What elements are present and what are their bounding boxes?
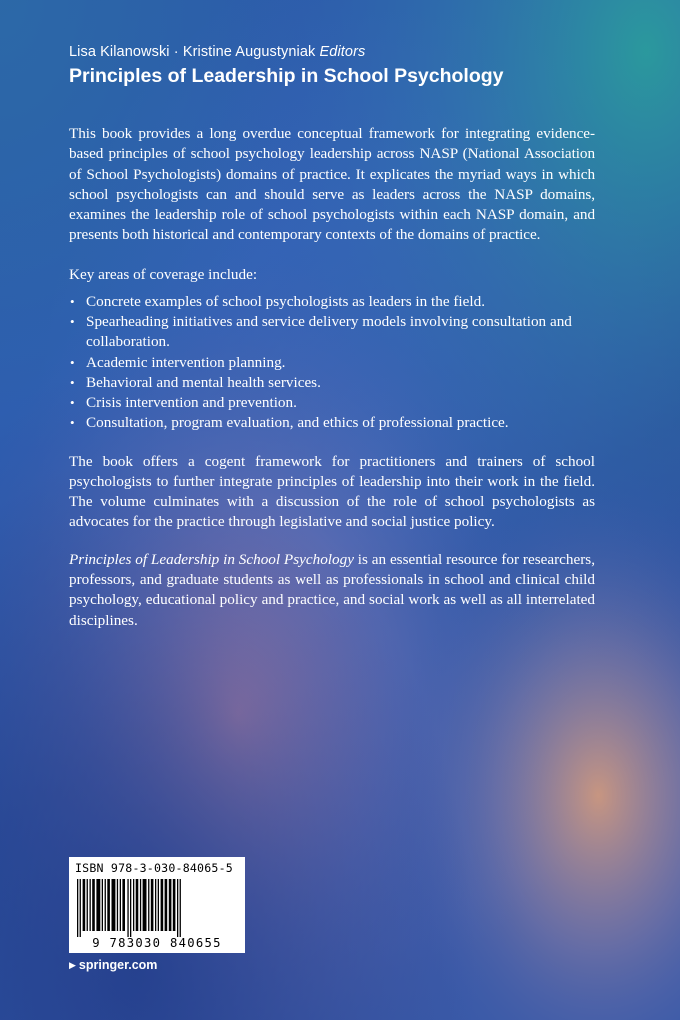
book-title: Principles of Leadership in School Psychology — [69, 65, 504, 87]
editors-line — [69, 43, 504, 61]
cover-header — [69, 43, 504, 88]
audience-paragraph — [69, 550, 595, 631]
bullet-icon: • — [70, 294, 75, 310]
key-areas-heading: Key areas of coverage include: — [69, 265, 258, 283]
key-areas-list — [69, 292, 595, 433]
bullet-icon: • — [70, 415, 75, 431]
isbn-barcode — [69, 857, 245, 953]
bullet-icon: • — [70, 395, 75, 411]
audience-text: is an essential resource for researchers, professors, and graduate students as well as professionals in school and clinical child psychology, educational policy and practice, and social work as well as all interrelated disciplines. — [69, 550, 595, 629]
triangle-right-icon: ▶ — [69, 959, 76, 970]
framework-paragraph: The book offers a cogent framework for practitioners and trainers of school psychologists to further integrate principles of leadership into their work in the field. The volume culminates with a discussion of the role of school psychologists as advocates for the practice through legislative and social justice policy. — [69, 452, 595, 531]
list-item: • Academic intervention planning. — [69, 353, 595, 373]
isbn-label: ISBN 978-3-030-84065-5 — [75, 861, 233, 875]
publisher-link[interactable] — [69, 958, 157, 972]
list-item: • Spearheading initiatives and service delivery models involving consultation and collaboration. — [70, 313, 572, 351]
bullet-icon: • — [70, 354, 75, 370]
publisher-url: springer.com — [78, 958, 158, 972]
barcode-digits: 9 783030 840655 — [92, 936, 222, 950]
barcode-bars — [75, 879, 239, 937]
blurb — [69, 124, 595, 631]
list-item: • Behavioral and mental health services. — [69, 373, 595, 393]
list-item: • Crisis intervention and prevention. — [69, 393, 595, 413]
editors-role: Editors — [319, 44, 366, 60]
bullet-icon: • — [70, 374, 75, 390]
list-item: • Consultation, program evaluation, and ethics of professional practice. — [69, 413, 595, 433]
book-title-italic: Principles of Leadership in School Psychology — [69, 550, 354, 568]
bullet-icon: • — [70, 314, 75, 330]
list-item: • Concrete examples of school psychologists as leaders in the field. — [69, 292, 595, 312]
editors-names: Lisa Kilanowski · Kristine Augustyniak — [69, 44, 316, 60]
intro-paragraph: This book provides a long overdue conceptual framework for integrating evidence-based principles of school psychology leadership across NASP (National Association of School Psychologists) domains of practice. It explicates the myriad ways in which school psychologists can and should serve as leaders across the NASP domains, examines the leadership role of school psychologists within each NASP domain, and presents both historical and contemporary contexts of the domains of practice. — [69, 125, 595, 244]
